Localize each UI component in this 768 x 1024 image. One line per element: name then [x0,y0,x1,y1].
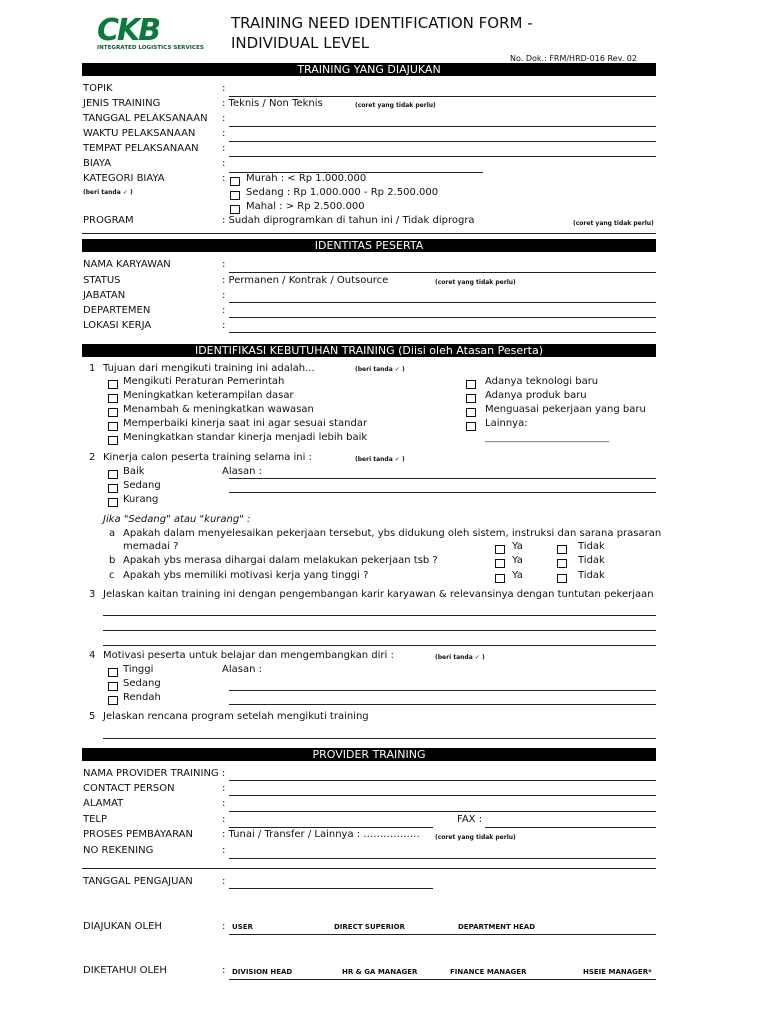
label-ya: Ya [512,541,523,552]
section-identitas-peserta: IDENTITAS PESERTA [82,239,656,252]
field-contact-person[interactable] [229,795,656,796]
colon: : [222,259,226,270]
field-nama-provider[interactable] [229,780,656,781]
divider [82,233,656,234]
label-waktu-pelaksanaan: WAKTU PELAKSANAAN [83,128,196,139]
field-lokasi-kerja[interactable] [229,332,656,333]
q2-alasan-field[interactable] [229,478,656,479]
q1-checkbox[interactable] [108,408,118,417]
label-nama-provider: NAMA PROVIDER TRAINING : [83,768,226,779]
colon: : [222,290,226,301]
field-jabatan[interactable] [229,302,656,303]
colon: : [222,814,226,825]
q2-sub-letter: a [109,528,116,539]
option-sedang: Sedang : Rp 1.000.000 - Rp 2.500.000 [246,187,439,198]
q1-checkbox[interactable] [466,422,476,431]
label-tidak: Tidak [578,541,605,552]
label-fax: FAX : [457,814,483,825]
q5-number: 5 [89,711,96,722]
checkbox-murah[interactable] [230,177,240,186]
q1-text: Tujuan dari mengikuti training ini adalah... [103,363,315,374]
q4-alasan-field[interactable] [229,690,656,691]
divider [82,868,656,869]
q1-checkbox[interactable] [466,380,476,389]
signature-line[interactable] [229,979,656,980]
colon: : [222,798,226,809]
ckb-logo [95,14,211,44]
checkbox-tidak[interactable] [557,559,567,568]
label-ya: Ya [512,555,523,566]
label-diketahui-oleh: DIKETAHUI OLEH [83,965,167,976]
value-jenis-training: : Teknis / Non Teknis [222,98,323,109]
signature-department-head: DEPARTMENT HEAD [458,923,536,931]
note-beri-tanda: (beri tanda ✓ ) [83,189,133,196]
checkbox-ya[interactable] [495,545,505,554]
note-coret: (coret yang tidak perlu) [435,834,516,841]
signature-finance-manager: FINANCE MANAGER [450,968,527,976]
q1-option: Meningkatkan keterampilan dasar [123,390,294,401]
q5-text: Jelaskan rencana program setelah mengikuti training [103,711,369,722]
note-coret: (coret yang tidak perlu) [355,102,436,109]
note-beri-tanda: (beri tanda ✓ ) [355,366,405,373]
signature-hseie-manager: HSEIE MANAGER* [583,968,652,976]
field-nama-karyawan[interactable] [229,272,656,273]
q4-checkbox[interactable] [108,668,118,677]
section-training-yang-diajukan: TRAINING YANG DIAJUKAN [82,63,656,76]
label-tanggal-pelaksanaan: TANGGAL PELAKSANAAN [83,113,208,124]
label-diajukan-oleh: DIAJUKAN OLEH [83,921,162,932]
note-coret: (coret yang tidak perlu) [573,220,654,227]
section-identifikasi-kebutuhan: IDENTIFIKASI KEBUTUHAN TRAINING (Diisi oleh Atasan Peserta) [82,344,656,357]
label-departemen: DEPARTEMEN [83,305,151,316]
q4-alasan-field[interactable] [229,704,656,705]
q4-checkbox[interactable] [108,696,118,705]
q1-option: Lainnya: [485,418,528,429]
value-program: : Sudah diprogramkan di tahun ini / Tidak diprogra [222,215,475,226]
q4-alasan-label: Alasan : [222,664,262,675]
q1-option: Meningkatkan standar kinerja menjadi lebih baik [123,432,368,443]
q2-alasan-field[interactable] [229,492,656,493]
q3-answer-line[interactable] [103,615,656,616]
q3-text: Jelaskan kaitan training ini dengan pengembangan karir karyawan & relevansinya dengan tuntutan pekerjaan [103,589,654,600]
q2-option: Kurang [123,494,159,505]
field-no-rekening[interactable] [229,858,656,859]
q3-answer-line[interactable] [103,630,656,631]
field-tanggal-pengajuan[interactable] [229,888,433,889]
checkbox-mahal[interactable] [230,205,240,214]
label-tanggal-pengajuan: TANGGAL PENGAJUAN [83,876,193,887]
q2-alasan-label: Alasan : [222,466,262,477]
q2-jika-label: Jika "Sedang" atau "kurang" : [103,514,251,525]
note-beri-tanda: (beri tanda ✓ ) [355,456,405,463]
q2-option: Baik [123,466,145,477]
label-ya: Ya [512,570,523,581]
label-proses-pembayaran: PROSES PEMBAYARAN [83,829,193,840]
q1-option: Menguasai pekerjaan yang baru [485,404,646,415]
label-tidak: Tidak [578,570,605,581]
note-coret: (coret yang tidak perlu) [435,279,516,286]
q1-checkbox[interactable] [108,394,118,403]
colon: : [222,143,226,154]
field-waktu-pelaksanaan[interactable] [229,141,656,142]
colon: : [222,320,226,331]
colon: : [222,83,226,94]
q1-checkbox[interactable] [108,436,118,445]
label-no-rekening: NO REKENING [83,845,154,856]
checkbox-tidak[interactable] [557,574,567,583]
form-title-line2: INDIVIDUAL LEVEL [231,34,370,52]
q4-option: Tinggi [123,664,154,675]
q2-number: 2 [89,452,96,463]
colon: : [222,783,226,794]
q1-checkbox[interactable] [466,408,476,417]
signature-line[interactable] [229,934,656,935]
checkbox-sedang[interactable] [230,191,240,200]
label-nama-karyawan: NAMA KARYAWAN [83,259,171,270]
q4-option: Sedang [123,678,161,689]
q1-option: Mengikuti Peraturan Pemerintah [123,376,285,387]
q1-checkbox[interactable] [108,380,118,389]
q1-option: Adanya produk baru [485,390,587,401]
q2-checkbox[interactable] [108,470,118,479]
q3-number: 3 [89,589,96,600]
q4-checkbox[interactable] [108,682,118,691]
colon: : [222,921,226,932]
label-tempat-pelaksanaan: TEMPAT PELAKSANAAN [83,143,199,154]
note-beri-tanda: (beri tanda ✓ ) [435,654,485,661]
checkbox-ya[interactable] [495,559,505,568]
colon: : [222,128,226,139]
label-kategori-biaya: KATEGORI BIAYA [83,173,165,184]
q2-checkbox[interactable] [108,484,118,493]
q4-text: Motivasi peserta untuk belajar dan mengembangkan diri : [103,650,394,661]
label-jenis-training: JENIS TRAINING [83,98,161,109]
q2-sub-letter: c [109,570,115,581]
label-tidak: Tidak [578,555,605,566]
label-alamat: ALAMAT [83,798,124,809]
checkbox-tidak[interactable] [557,545,567,554]
signature-direct-superior: DIRECT SUPERIOR [334,923,405,931]
section-provider-training: PROVIDER TRAINING [82,748,656,761]
q2-option: Sedang [123,480,161,491]
q4-option: Rendah [123,692,161,703]
q5-answer-line[interactable] [103,738,656,739]
label-status: STATUS [83,275,121,286]
q2-checkbox[interactable] [108,498,118,507]
colon: : [222,845,226,856]
q1-checkbox[interactable] [108,422,118,431]
q1-option: Memperbaiki kinerja saat ini agar sesuai standar [123,418,368,429]
q1-lainnya-blank[interactable]: _______________________________ [485,433,609,442]
q4-number: 4 [89,650,96,661]
q3-answer-line[interactable] [103,645,656,646]
logo-tagline: INTEGRATED LOGISTICS SERVICES [97,45,204,51]
option-mahal: Mahal : > Rp 2.500.000 [246,201,365,212]
signature-hr-ga-manager: HR & GA MANAGER [342,968,418,976]
field-tempat-pelaksanaan[interactable] [229,156,656,157]
label-contact-person: CONTACT PERSON [83,783,175,794]
label-jabatan: JABATAN [83,290,126,301]
signature-division-head: DIVISION HEAD [232,968,293,976]
label-biaya: BIAYA [83,158,112,169]
form-title-line1: TRAINING NEED IDENTIFICATION FORM - [231,14,533,32]
q2-sub-question: Apakah dalam menyelesaikan pekerjaan tersebut, ybs didukung oleh sistem, instruksi dan sarana prasaran [123,528,662,539]
q1-checkbox[interactable] [466,394,476,403]
colon: : [222,173,226,184]
checkbox-ya[interactable] [495,574,505,583]
doc-number: No. Dok.: FRM/HRD-016 Rev. 02 [510,54,637,63]
label-topik: TOPIK [83,83,113,94]
value-proses-pembayaran: : Tunai / Transfer / Lainnya : …………….. [222,829,420,840]
q2-sub-letter: b [109,555,116,566]
q1-option: Adanya teknologi baru [485,376,599,387]
value-status: : Permanen / Kontrak / Outsource [222,275,389,286]
field-alamat[interactable] [229,811,656,812]
q1-number: 1 [89,363,96,374]
colon: : [222,305,226,316]
label-telp: TELP [83,814,108,825]
field-tanggal-pelaksanaan[interactable] [229,126,656,127]
field-topik[interactable] [229,96,656,97]
label-lokasi-kerja: LOKASI KERJA [83,320,152,331]
colon: : [222,876,226,887]
label-program: PROGRAM [83,215,134,226]
q2-sub-question: Apakah ybs memiliki motivasi kerja yang tinggi ? [123,570,369,581]
option-murah: Murah : < Rp 1.000.000 [246,173,367,184]
logo-text: CKB [97,14,160,44]
field-departemen[interactable] [229,317,656,318]
q2-sub-question: Apakah ybs merasa dihargai dalam melakukan pekerjaan tsb ? [123,555,438,566]
colon: : [222,965,226,976]
q1-option: Menambah & meningkatkan wawasan [123,404,314,415]
q2-text: Kinerja calon peserta training selama ini : [103,452,312,463]
colon: : [222,158,226,169]
colon: : [222,113,226,124]
q2-sub-question: memadai ? [123,541,179,552]
field-telp[interactable] [229,827,433,828]
signature-user: USER [232,923,253,931]
field-fax[interactable] [485,827,656,828]
